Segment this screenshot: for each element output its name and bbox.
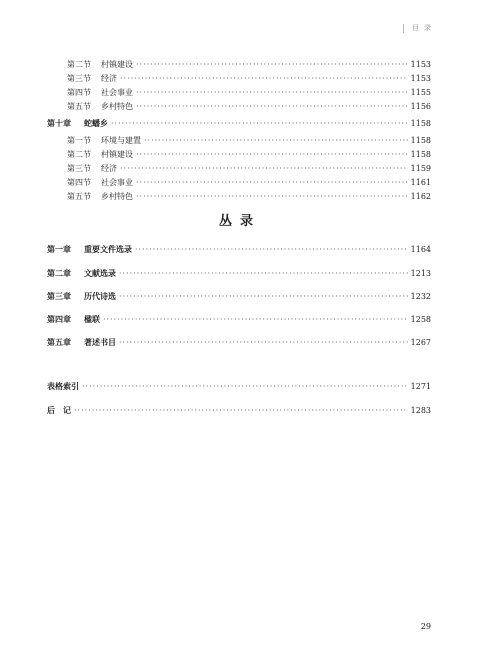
page-ref: 1159 <box>410 164 431 173</box>
leader-dots <box>136 150 408 160</box>
section-number: 第四节 <box>67 88 91 97</box>
leader-dots <box>144 136 408 146</box>
toc-chapter-entry[interactable] <box>47 337 431 348</box>
page-ref: 1161 <box>410 178 431 187</box>
section-title: 经济 <box>101 164 117 173</box>
chapter-number: 第四章 <box>47 314 71 324</box>
toc-entry[interactable] <box>67 88 431 98</box>
section-heading: 丛录 <box>218 214 261 229</box>
page-ref: 1156 <box>410 102 431 111</box>
chapter-title: 历代诗选 <box>84 291 116 301</box>
section-number: 第二节 <box>67 60 91 69</box>
leader-dots <box>119 269 408 279</box>
section-number: 第四节 <box>67 178 91 187</box>
toc-entry[interactable] <box>67 164 431 174</box>
chapter-title: 著述书目 <box>84 337 116 347</box>
page-ref: 1158 <box>410 150 431 159</box>
chapter-number: 第一章 <box>47 244 71 254</box>
chapter-number: 第二章 <box>47 268 71 278</box>
running-header: 目录 <box>403 24 436 33</box>
section-number: 第三节 <box>67 164 91 173</box>
section-title: 社会事业 <box>101 178 133 187</box>
page-ref: 1232 <box>410 292 431 301</box>
page-ref: 1283 <box>410 406 431 415</box>
chapter-title: 楹联 <box>84 314 100 324</box>
page-ref: 1213 <box>410 269 431 278</box>
toc-chapter-entry[interactable] <box>47 314 431 325</box>
leader-dots <box>111 119 408 129</box>
section-title: 环境与建置 <box>101 136 141 145</box>
section-number: 第二节 <box>67 150 91 159</box>
appendix-title: 表格索引 <box>47 381 79 391</box>
section-number: 第一节 <box>67 136 91 145</box>
leader-dots <box>120 74 408 84</box>
leader-dots <box>120 164 408 174</box>
leader-dots <box>136 102 408 112</box>
toc-appendix-entry[interactable] <box>47 381 431 392</box>
page-number: 29 <box>420 622 431 631</box>
section-title: 村镇建设 <box>101 60 133 69</box>
leader-dots <box>136 60 408 70</box>
toc-chapter-entry[interactable] <box>47 291 431 302</box>
toc-entry[interactable] <box>67 192 431 202</box>
toc-entry[interactable] <box>67 178 431 188</box>
leader-dots <box>119 292 408 302</box>
toc-entry[interactable] <box>67 136 431 146</box>
section-number: 第五节 <box>67 102 91 111</box>
leader-dots <box>136 178 408 188</box>
leader-dots <box>136 192 408 202</box>
chapter-title: 文献选录 <box>84 268 116 278</box>
toc-chapter-entry[interactable] <box>47 118 431 129</box>
toc-entry[interactable] <box>67 102 431 112</box>
appendix-title: 后 记 <box>47 405 71 415</box>
page-ref: 1153 <box>410 74 431 83</box>
chapter-number: 第三章 <box>47 291 71 301</box>
page-ref: 1162 <box>410 192 431 201</box>
chapter-number: 第五章 <box>47 337 71 347</box>
page-ref: 1164 <box>410 245 431 254</box>
page-ref: 1153 <box>410 60 431 69</box>
leader-dots <box>82 382 408 392</box>
section-number: 第三节 <box>67 74 91 83</box>
toc-appendix-entry[interactable] <box>47 405 431 416</box>
section-title: 村镇建设 <box>101 150 133 159</box>
leader-dots <box>135 245 408 255</box>
leader-dots <box>136 88 408 98</box>
page-ref: 1267 <box>410 338 431 347</box>
leader-dots <box>119 338 408 348</box>
section-number: 第五节 <box>67 192 91 201</box>
chapter-title: 重要文件选录 <box>84 244 132 254</box>
leader-dots <box>103 315 408 325</box>
toc-entry[interactable] <box>67 74 431 84</box>
leader-dots <box>74 406 408 416</box>
page-ref: 1258 <box>410 315 431 324</box>
page-ref: 1271 <box>410 382 431 391</box>
section-title: 乡村特色 <box>101 192 133 201</box>
section-title: 乡村特色 <box>101 102 133 111</box>
toc-entry[interactable] <box>67 150 431 160</box>
toc-chapter-entry[interactable] <box>47 268 431 279</box>
chapter-title: 蛇蟠乡 <box>84 118 108 128</box>
section-title: 经济 <box>101 74 117 83</box>
page-ref: 1158 <box>410 136 431 145</box>
section-title: 社会事业 <box>101 88 133 97</box>
chapter-number: 第十章 <box>47 118 71 128</box>
page-ref: 1155 <box>410 88 431 97</box>
page-ref: 1158 <box>410 119 431 128</box>
toc-entry[interactable] <box>67 60 431 70</box>
toc-chapter-entry[interactable] <box>47 244 431 255</box>
